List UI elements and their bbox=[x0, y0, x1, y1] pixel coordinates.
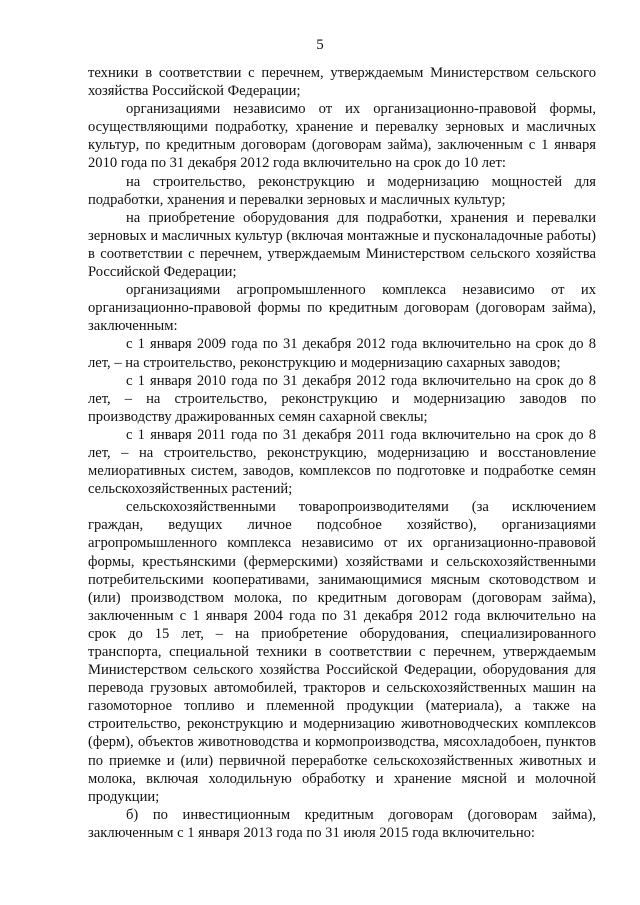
paragraph-8: с 1 января 2011 года по 31 декабря 2011 года включительно на срок до 8 лет, – на строительство, реконструкцию, модернизацию и восстановление мелиоративных систем, заводов, комплексов по подготовке и подработке семян сельскохозяйственных растений; bbox=[88, 426, 596, 498]
paragraph-5: организациями агропромышленного комплекса независимо от их организационно-правовой формы по кредитным договорам (договорам займа), заключенным: bbox=[88, 282, 596, 335]
paragraph-2: организациями независимо от их организационно-правовой формы, осуществляющими подработку, хранение и перевалку зерновых и масличных культур, по кредитным договорам (договорам займа), заключенным с 1 января 2010 года по 31 декабря 2012 года включительно на срок до 10 лет: bbox=[88, 101, 596, 172]
paragraph-3: на строительство, реконструкцию и модернизацию мощностей для подработки, хранения и перевалки зерновых и масличных культур; bbox=[88, 173, 596, 208]
paragraph-6: с 1 января 2009 года по 31 декабря 2012 года включительно на срок до 8 лет, – на строительство, реконструкцию и модернизацию сахарных заводов; bbox=[88, 336, 596, 371]
paragraph-1: техники в соответствии с перечнем, утверждаемым Министерством сельского хозяйства Российской Федерации; bbox=[88, 65, 596, 100]
document-body bbox=[88, 64, 596, 842]
page-number: 5 bbox=[316, 37, 324, 53]
paragraph-7: с 1 января 2010 года по 31 декабря 2012 года включительно на срок до 8 лет, – на строительство, реконструкцию и модернизацию заводов по производству дражированных семян сахарной свеклы; bbox=[88, 372, 596, 425]
paragraph-10: б) по инвестиционным кредитным договорам (договорам займа), заключенным с 1 января 2013 года по 31 июля 2015 года включительно: bbox=[88, 806, 596, 841]
paragraph-4: на приобретение оборудования для подработки, хранения и перевалки зерновых и масличных культур (включая монтажные и пусконаладочные работы) в соответствии с перечнем, утверждаемым Министерством сельского хозяйства Российской Федерации; bbox=[88, 209, 596, 281]
paragraph-9: сельскохозяйственными товаропроизводителями (за исключением граждан, ведущих личное подсобное хозяйство), организациями агропромышленного комплекса независимо от их организационно-правовой формы, крестьянскими (фермерскими) хозяйствами и сельскохозяйственными потребительскими кооперативами, занимающимися мясным скотоводством и (или) производством молока, по кредитным договорам (договорам займа), заключенным с 1 января 2004 года по 31 декабря 2012 года включительно на срок до 15 лет, – на приобретение оборудования, специализированного транспорта, специальной техники в соответствии с перечнем, утверждаемым Министерством сельского хозяйства Российской Федерации, оборудования для перевода грузовых автомобилей, тракторов и сельскохозяйственных машин на газомоторное топливо и племенной продукции (материала), а также на строительство, реконструкцию и модернизацию животноводческих комплексов (ферм), объектов животноводства и кормопроизводства, мясохладобоен, пунктов по приемке и (или) первичной переработке сельскохозяйственных животных и молока, включая холодильную обработку и хранение мясной и молочной продукции; bbox=[88, 499, 596, 805]
